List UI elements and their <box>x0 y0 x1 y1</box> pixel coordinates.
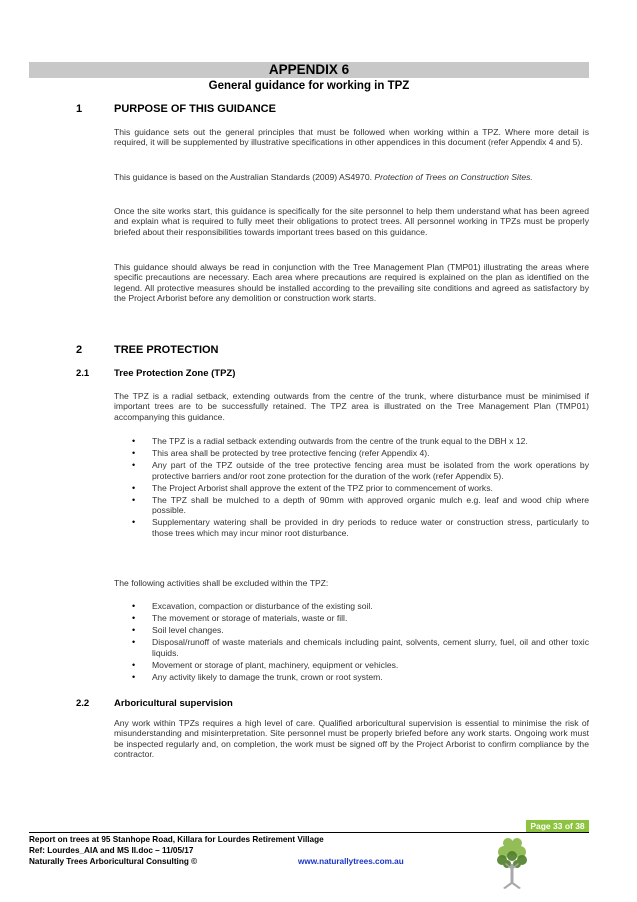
paragraph: Once the site works start, this guidance is specifically for the site personnel to help them understand what has been agreed and explain what is required to fully meet their obligations to protect trees. All personnel working in TPZs must be properly briefed about their responsibilities towards important trees based on this guidance. <box>114 206 589 237</box>
excluded-activities-list <box>114 601 589 684</box>
section-2-1-heading <box>76 368 236 380</box>
paragraph-standards <box>114 172 589 182</box>
website-link[interactable]: www.naturallytrees.com.au <box>298 857 404 866</box>
list-item: • Soil level changes. <box>132 625 224 636</box>
footer-report-line: Report on trees at 95 Stanhope Road, Killara for Lourdes Retirement Village <box>29 835 324 844</box>
paragraph-text: This guidance is based on the Australian Standards (2009) AS4970. <box>114 172 372 182</box>
section-number: 1 <box>76 103 83 115</box>
subsection-title: Tree Protection Zone (TPZ) <box>114 368 236 379</box>
list-item: • Any part of the TPZ outside of the tree protective fencing area must be isolated from the work operations by protective barriers and/or root zone protection for the duration of the work (refer Appendix 5). <box>132 460 589 481</box>
section-1-heading <box>76 103 276 116</box>
footer-company-line: Naturally Trees Arboricultural Consulting © <box>29 857 198 866</box>
tree-logo-icon <box>487 834 537 892</box>
subsection-title: Arboricultural supervision <box>114 698 233 709</box>
paragraph: The TPZ is a radial setback, extending outwards from the centre of the trunk, where disturbance must be minimised if important trees are to be successfully retained. The TPZ area is illustrated on the Tree Management Plan (TMP01) accompanying this guidance. <box>114 391 589 422</box>
list-item: • Movement or storage of plant, machinery, equipment or vehicles. <box>132 659 399 670</box>
paragraph: This guidance should always be read in conjunction with the Tree Management Plan (TMP01) illustrating the areas where specific precautions are necessary. Each area where precautions are required is explained on the plan as identified on the legend. All protective measures should be installed according to the prevailing site conditions and agreed as satisfactory by the Project Arborist before any demolition or construction work starts. <box>114 262 589 304</box>
appendix-title: APPENDIX 6 <box>29 62 589 78</box>
section-2-2-heading <box>76 698 233 710</box>
section-title: TREE PROTECTION <box>114 344 219 356</box>
list-item: • Supplementary watering shall be provided in dry periods to reduce water or construction stress, particularly to those trees which may incur minor root disturbance. <box>132 517 589 538</box>
paragraph: This guidance sets out the general principles that must be followed when working within a TPZ. Where more detail is required, it will be supplemented by illustrative specifications in other appendices in this document (refer Appendix 4 and 5). <box>114 127 589 148</box>
list-item: • This area shall be protected by tree protective fencing (refer Appendix 4). <box>132 448 430 459</box>
list-item: • The TPZ is a radial setback extending outwards from the centre of the trunk equal to the DBH x 12. <box>132 436 528 446</box>
section-number: 2 <box>76 344 83 356</box>
subsection-number: 2.2 <box>76 698 90 709</box>
paragraph: The following activities shall be excluded within the TPZ: <box>114 578 329 588</box>
section-2-heading <box>76 344 219 357</box>
list-item: • Any activity likely to damage the trunk, crown or root system. <box>132 671 383 682</box>
appendix-subtitle: General guidance for working in TPZ <box>208 80 410 92</box>
subsection-number: 2.1 <box>76 368 90 379</box>
footer-ref-line: Ref: Lourdes_AIA and MS II.doc – 11/05/17 <box>29 846 194 855</box>
footer-divider <box>29 832 589 833</box>
tpz-requirements-list <box>114 436 589 540</box>
list-item: • The movement or storage of materials, waste or fill. <box>132 613 348 624</box>
list-item: • The Project Arborist shall approve the extent of the TPZ prior to commencement of works. <box>132 482 493 493</box>
paragraph: Any work within TPZs requires a high level of care. Qualified arboricultural supervision is essential to minimise the risk of misunderstanding and misinterpretation. Site personnel must be properly briefed before any work starts. Ongoing work must be inspected regularly and, on completion, the work must be signed off by the Project Arborist to confirm compliance by the contractor. <box>114 718 589 760</box>
list-item: • Excavation, compaction or disturbance of the existing soil. <box>132 601 373 611</box>
list-item: • The TPZ shall be mulched to a depth of 90mm with approved organic mulch e.g. leaf and wood chip where possible. <box>132 494 589 516</box>
list-item: • Disposal/runoff of waste materials and chemicals including paint, solvents, cement slurry, fuel, oil and other toxic liquids. <box>132 637 589 658</box>
section-title: PURPOSE OF THIS GUIDANCE <box>114 103 276 115</box>
page-number-badge: Page 33 of 38 <box>526 820 589 832</box>
standard-title: Protection of Trees on Construction Sites. <box>374 172 533 182</box>
